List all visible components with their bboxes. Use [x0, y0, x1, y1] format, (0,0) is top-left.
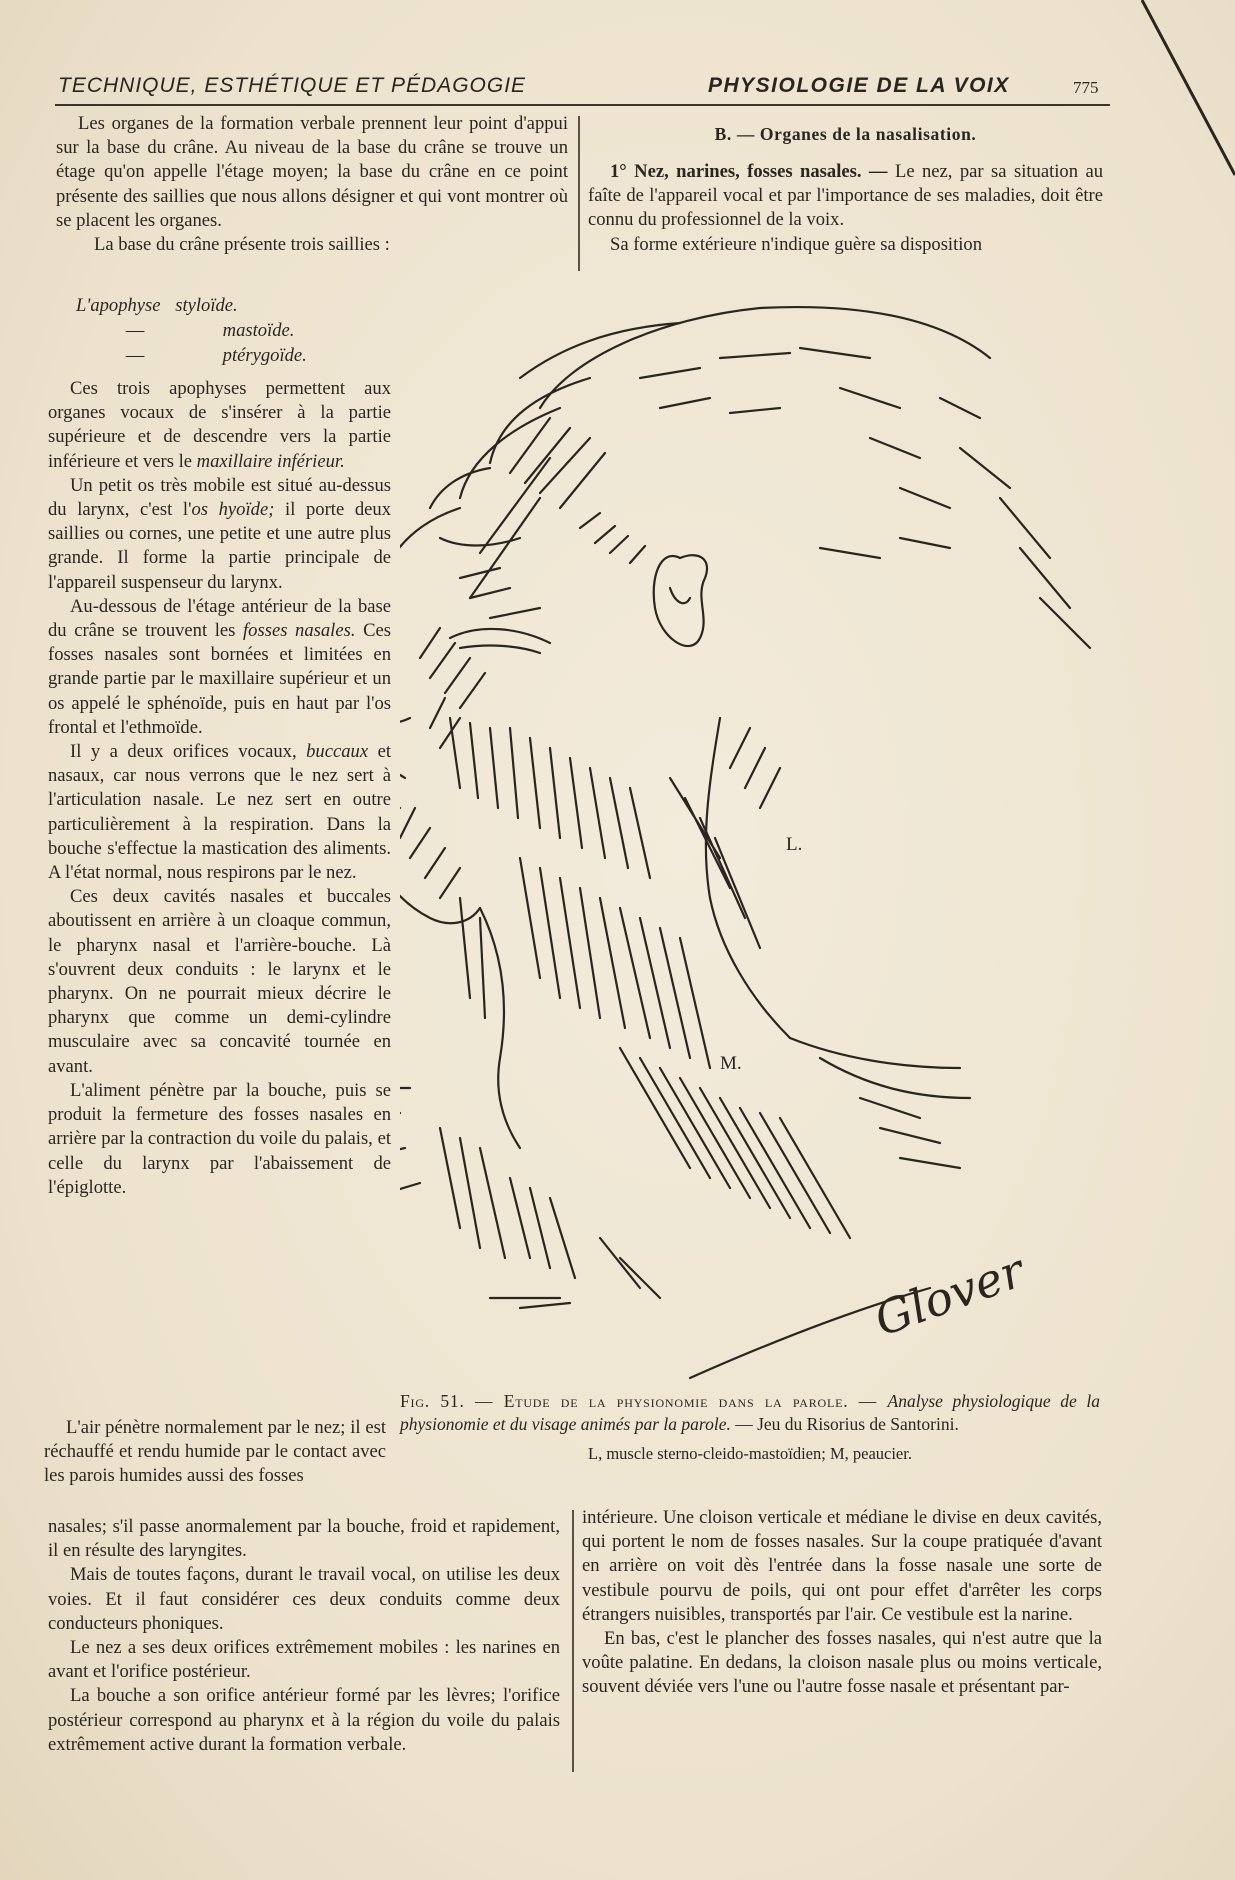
figure-caption — [400, 1390, 1100, 1465]
paragraph: En bas, c'est le plancher des fosses nasales, qui n'est autre que la voûte palatine. En dedans, la cloison nasale plus ou moins verticale, souvent déviée vers l'une ou l'autre fosse nasale et présentant par- — [582, 1628, 1102, 1698]
paragraph: intérieure. Une cloison verticale et médiane le divise en deux cavités, qui portent le nom de fosses nasales. Sur la coupe pratiquée d'avant en arrière on voit dès l'entrée dans la fosse nasale une sorte de vestibule pourvu de poils, qui ont pour effet d'arrêter les corps étrangers nuisibles, transportés par l'air. Ce vestibule est la narine. — [582, 1507, 1102, 1625]
running-header-left: TECHNIQUE, ESTHÉTIQUE ET PÉDAGOGIE — [58, 74, 527, 97]
paragraph: La base du crâne présente trois saillies : — [94, 234, 390, 256]
list-item: — mastoïde. — [125, 320, 295, 341]
list-item: — ptérygoïde. — [125, 345, 307, 366]
right-top-column — [588, 160, 1103, 257]
figure-label-L: L. — [786, 834, 803, 855]
caption-legend: L, muscle sterno-cleido-mastoïdien; M, peaucier. — [588, 1444, 912, 1463]
signature: Glover — [867, 1243, 1031, 1347]
paragraph: Sa forme extérieure n'indique guère sa disposition — [610, 233, 983, 255]
paragraph: Un petit os très mobile est situé au-dessus du larynx, c'est l'os hyoïde; il porte deux saillies ou cornes, une petite et une autre plus grande. Il forme la partie principale de l'appareil suspenseur du larynx. — [48, 474, 392, 593]
paragraph: Ces deux cavités nasales et buccales aboutissent en arrière à un cloaque commun, le pharynx nasal et l'arrière-bouche. Là s'ouvrent deux conduits : le larynx et le pharynx. On ne pourrait mieux décrire le pharynx que comme un demi-cylindre musculaire avec sa concavité tournée en avant. — [48, 886, 391, 1077]
paragraph: L'air pénètre normalement par le nez; il est réchauffé et rendu humide par le contact avec les parois humides aussi des fosses — [44, 1417, 386, 1487]
left-bottom-column — [48, 1515, 560, 1757]
section-title: B. — Organes de la nasalisation. — [714, 124, 977, 144]
figure-face-drawing — [400, 298, 1120, 1388]
figure-label-M: M. — [720, 1053, 742, 1074]
paragraph: Mais de toutes façons, durant le travail vocal, on utilise les deux voies. Et il faut considérer ces deux conduits comme deux conducteurs phoniques. — [48, 1564, 560, 1634]
running-header-right: PHYSIOLOGIE DE LA VOIX — [708, 74, 1010, 97]
page-number: 775 — [1073, 78, 1099, 97]
left-narrow-column — [48, 377, 391, 1200]
paragraph: Les organes de la formation verbale prennent leur point d'appui sur la base du crâne. Au niveau de la base du crâne se trouve un étage qu'on appelle l'étage moyen; la base du crâne en ce point présente des saillies que nous allons désigner et qui vont montrer où se placent les organes. — [56, 113, 568, 231]
column-rule-bottom — [572, 1510, 574, 1772]
apophysis-list — [76, 293, 307, 368]
paragraph: Il y a deux orifices vocaux, buccaux et nasaux, car nous verrons que le nez sert à l'articulation nasale. Le nez sert en outre particulièrement à la respiration. Dans la bouche s'effectue la mastication des aliments. A l'état normal, nous respirons par le nez. — [48, 741, 391, 884]
paragraph: Le nez a ses deux orifices extrêmement mobiles : les narines en avant et l'orifice postérieur. — [48, 1637, 560, 1683]
column-rule-top — [578, 116, 580, 271]
right-bottom-column — [582, 1506, 1102, 1700]
paragraph: La bouche a son orifice antérieur formé par les lèvres; l'orifice postérieur correspond au pharynx et à la région du voile du palais extrêmement active durant la formation verbale. — [48, 1685, 560, 1755]
left-intro — [56, 112, 568, 257]
paragraph: Au-dessous de l'étage antérieur de la base du crâne se trouvent les fosses nasales. Ces fosses nasales sont bornées et limitées en grande partie par le maxillaire supérieur et un os appelé le sphénoïde, puis en haut par l'os frontal et l'ethmoïde. — [48, 595, 391, 738]
left-narrow-column-2 — [44, 1416, 386, 1489]
paragraph: nasales; s'il passe anormalement par la bouche, froid et rapidement, il en résulte des laryngites. — [48, 1516, 560, 1562]
paragraph: 1° Nez, narines, fosses nasales. — Le nez, par sa situation au faîte de l'appareil vocal et par l'importance de ses maladies, doit être connu du professionnel de la voix. — [588, 161, 1104, 231]
header-rule — [55, 104, 1110, 106]
paragraph: L'aliment pénètre par la bouche, puis se produit la fermeture des fosses nasales en arrière par la contraction du voile du palais, et celle du larynx par l'abaissement de l'épiglotte. — [48, 1079, 391, 1198]
page-crease-line — [1140, 0, 1235, 190]
caption-text: Fig. 51. — Etude de la physionomie dans la parole. — Analyse physiologique de la physionomie et du visage animés par la parole. — Jeu du Risorius de Santorini. — [400, 1391, 1100, 1434]
paragraph: Ces trois apophyses permettent aux organes vocaux de s'insérer à la partie supérieure et de descendre vers la partie inférieure et vers le maxillaire inférieur. — [48, 378, 391, 472]
list-item: L'apophyse styloïde. — [76, 295, 238, 316]
